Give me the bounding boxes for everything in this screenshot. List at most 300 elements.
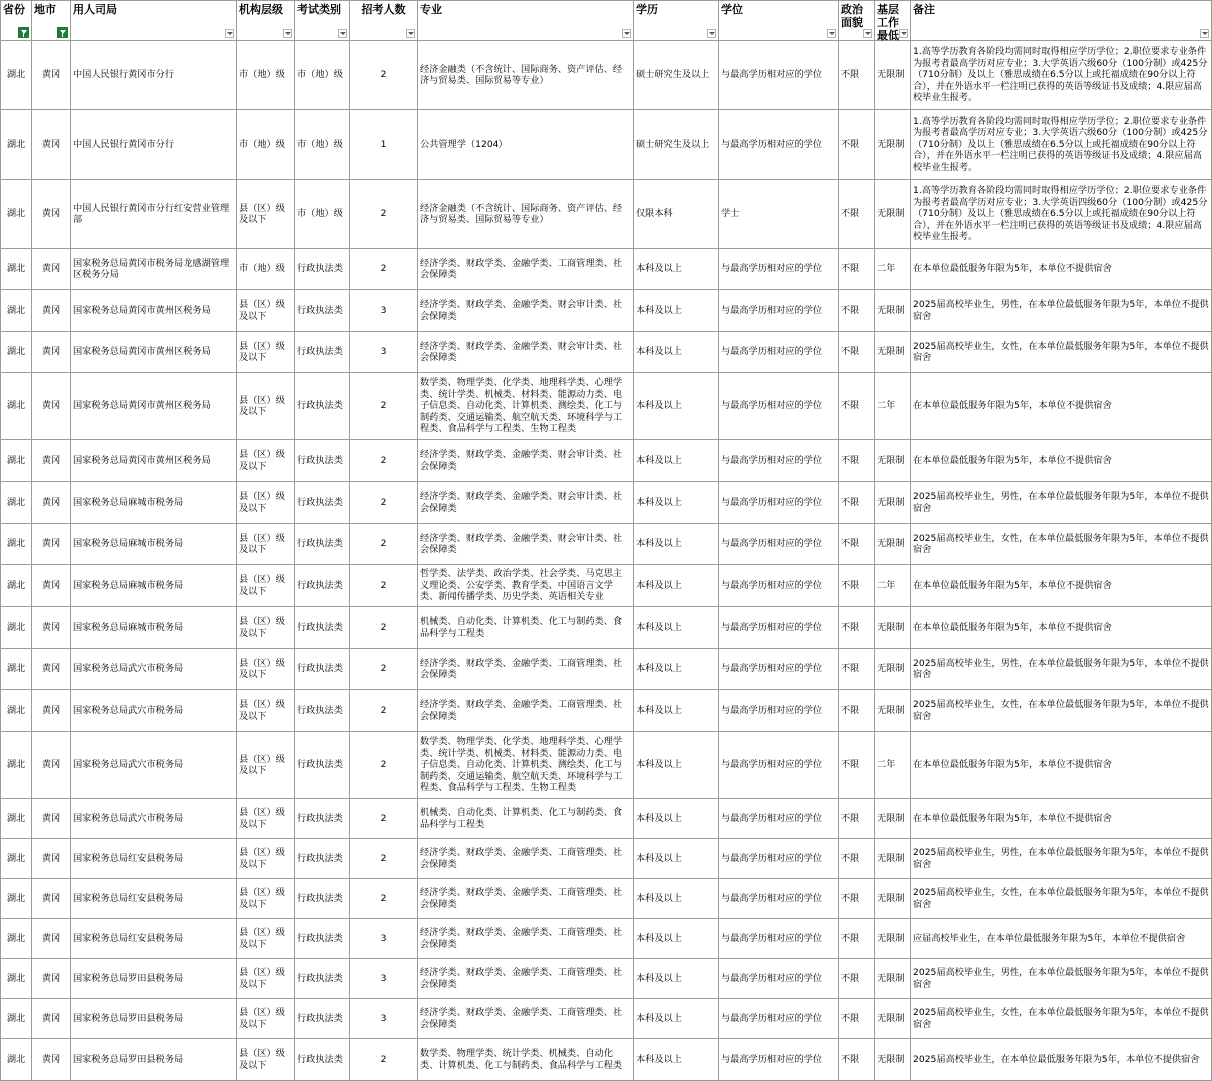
cell-city[interactable] — [32, 919, 71, 959]
cell-count[interactable] — [350, 839, 418, 879]
cell-degree[interactable] — [719, 839, 839, 879]
cell-major[interactable] — [418, 919, 634, 959]
cell-degree[interactable] — [719, 180, 839, 249]
cell-notes[interactable] — [911, 41, 1212, 110]
cell-notes[interactable] — [911, 180, 1212, 249]
cell-major-text: 经济学类、财政学类、金融学类、工商管理类、社会保障类 — [420, 967, 623, 990]
cell-province[interactable] — [1, 607, 32, 649]
header-province — [1, 1, 32, 41]
cell-exam-type[interactable] — [295, 180, 350, 249]
cell-grassroots[interactable] — [875, 565, 911, 607]
cell-province[interactable] — [1, 524, 32, 565]
cell-employer[interactable] — [71, 959, 237, 999]
cell-count[interactable] — [350, 732, 418, 799]
cell-city[interactable] — [32, 690, 71, 732]
cell-count[interactable] — [350, 999, 418, 1039]
cell-major[interactable] — [418, 373, 634, 440]
cell-level[interactable] — [237, 565, 295, 607]
cell-province[interactable] — [1, 482, 32, 524]
filter-dropdown-icon[interactable] — [406, 29, 415, 38]
cell-count[interactable] — [350, 690, 418, 732]
cell-city[interactable] — [32, 180, 71, 249]
cell-grassroots[interactable] — [875, 290, 911, 332]
cell-major[interactable] — [418, 249, 634, 290]
cell-degree[interactable] — [719, 482, 839, 524]
cell-education[interactable] — [634, 482, 719, 524]
cell-political[interactable] — [839, 249, 875, 290]
cell-major[interactable] — [418, 565, 634, 607]
cell-major[interactable] — [418, 732, 634, 799]
cell-political[interactable] — [839, 440, 875, 482]
cell-degree[interactable] — [719, 919, 839, 959]
cell-political[interactable] — [839, 919, 875, 959]
cell-education[interactable] — [634, 649, 719, 690]
cell-education[interactable] — [634, 690, 719, 732]
cell-province[interactable] — [1, 41, 32, 110]
cell-level[interactable] — [237, 839, 295, 879]
cell-city[interactable] — [32, 607, 71, 649]
cell-level-text: 县（区）级及以下 — [239, 1007, 285, 1030]
cell-employer[interactable] — [71, 290, 237, 332]
cell-education[interactable] — [634, 290, 719, 332]
cell-grassroots[interactable] — [875, 440, 911, 482]
table-row — [1, 919, 1212, 959]
cell-city[interactable] — [32, 524, 71, 565]
cell-major[interactable] — [418, 649, 634, 690]
cell-province[interactable] — [1, 799, 32, 839]
cell-grassroots[interactable] — [875, 373, 911, 440]
cell-exam-type[interactable] — [295, 565, 350, 607]
cell-grassroots-text: 无限制 — [877, 892, 905, 904]
cell-grassroots[interactable] — [875, 482, 911, 524]
cell-political[interactable] — [839, 839, 875, 879]
cell-education[interactable] — [634, 41, 719, 110]
cell-political[interactable] — [839, 482, 875, 524]
cell-political[interactable] — [839, 524, 875, 565]
cell-notes[interactable] — [911, 919, 1212, 959]
cell-notes[interactable] — [911, 249, 1212, 290]
cell-count[interactable] — [350, 249, 418, 290]
cell-major[interactable] — [418, 440, 634, 482]
cell-grassroots[interactable] — [875, 732, 911, 799]
cell-grassroots[interactable] — [875, 959, 911, 999]
cell-city[interactable] — [32, 373, 71, 440]
cell-employer[interactable] — [71, 249, 237, 290]
cell-major[interactable] — [418, 332, 634, 373]
cell-province-text: 湖北 — [6, 704, 26, 716]
cell-major[interactable] — [418, 110, 634, 180]
cell-grassroots[interactable] — [875, 690, 911, 732]
cell-province[interactable] — [1, 565, 32, 607]
cell-notes[interactable] — [911, 332, 1212, 373]
filter-active-icon[interactable] — [57, 27, 68, 38]
cell-degree[interactable] — [719, 732, 839, 799]
cell-education[interactable] — [634, 732, 719, 799]
cell-level-text: 县（区）级及以下 — [239, 532, 285, 555]
cell-city[interactable] — [32, 41, 71, 110]
cell-major[interactable] — [418, 1039, 634, 1081]
cell-exam-type[interactable] — [295, 799, 350, 839]
cell-notes[interactable] — [911, 607, 1212, 649]
cell-exam-type[interactable] — [295, 524, 350, 565]
cell-province[interactable] — [1, 959, 32, 999]
cell-grassroots-text: 无限制 — [877, 538, 905, 550]
cell-province[interactable] — [1, 999, 32, 1039]
cell-exam-type[interactable] — [295, 290, 350, 332]
cell-employer[interactable] — [71, 180, 237, 249]
cell-exam-type[interactable] — [295, 959, 350, 999]
cell-notes[interactable] — [911, 690, 1212, 732]
cell-count[interactable] — [350, 799, 418, 839]
cell-notes[interactable] — [911, 373, 1212, 440]
cell-province[interactable] — [1, 649, 32, 690]
cell-level[interactable] — [237, 180, 295, 249]
cell-city[interactable] — [32, 440, 71, 482]
cell-employer[interactable] — [71, 565, 237, 607]
cell-count-text: 2 — [380, 496, 387, 508]
cell-province[interactable] — [1, 249, 32, 290]
cell-political[interactable] — [839, 565, 875, 607]
cell-city[interactable] — [32, 110, 71, 180]
cell-city[interactable] — [32, 732, 71, 799]
cell-employer[interactable] — [71, 373, 237, 440]
cell-degree[interactable] — [719, 249, 839, 290]
cell-degree[interactable] — [719, 879, 839, 919]
cell-grassroots[interactable] — [875, 249, 911, 290]
cell-exam-type[interactable] — [295, 110, 350, 180]
cell-level[interactable] — [237, 999, 295, 1039]
cell-political[interactable] — [839, 332, 875, 373]
cell-exam-type[interactable] — [295, 482, 350, 524]
cell-notes[interactable] — [911, 482, 1212, 524]
cell-grassroots[interactable] — [875, 332, 911, 373]
cell-city-text: 黄冈 — [41, 852, 61, 864]
cell-count[interactable] — [350, 919, 418, 959]
cell-notes[interactable] — [911, 839, 1212, 879]
filter-dropdown-icon[interactable] — [622, 29, 631, 38]
cell-province[interactable] — [1, 732, 32, 799]
cell-city[interactable] — [32, 565, 71, 607]
cell-major[interactable] — [418, 879, 634, 919]
cell-count[interactable] — [350, 1039, 418, 1081]
filter-dropdown-icon[interactable] — [225, 29, 234, 38]
cell-count[interactable] — [350, 41, 418, 110]
cell-count[interactable] — [350, 565, 418, 607]
cell-level[interactable] — [237, 732, 295, 799]
cell-political[interactable] — [839, 180, 875, 249]
cell-count[interactable] — [350, 524, 418, 565]
cell-employer[interactable] — [71, 110, 237, 180]
cell-notes[interactable] — [911, 999, 1212, 1039]
cell-degree[interactable] — [719, 565, 839, 607]
cell-grassroots-text: 无限制 — [877, 454, 905, 466]
cell-exam-type[interactable] — [295, 919, 350, 959]
cell-degree[interactable] — [719, 959, 839, 999]
cell-political[interactable] — [839, 732, 875, 799]
cell-level[interactable] — [237, 290, 295, 332]
cell-degree[interactable] — [719, 332, 839, 373]
cell-exam-type[interactable] — [295, 732, 350, 799]
cell-notes[interactable] — [911, 565, 1212, 607]
cell-count[interactable] — [350, 649, 418, 690]
cell-city[interactable] — [32, 649, 71, 690]
cell-political[interactable] — [839, 959, 875, 999]
cell-exam-type[interactable] — [295, 649, 350, 690]
cell-level[interactable] — [237, 649, 295, 690]
cell-level[interactable] — [237, 332, 295, 373]
cell-level[interactable] — [237, 607, 295, 649]
cell-degree[interactable] — [719, 110, 839, 180]
cell-grassroots[interactable] — [875, 999, 911, 1039]
cell-grassroots[interactable] — [875, 799, 911, 839]
cell-education[interactable] — [634, 879, 719, 919]
cell-education[interactable] — [634, 799, 719, 839]
cell-city[interactable] — [32, 1039, 71, 1081]
cell-exam-type[interactable] — [295, 332, 350, 373]
cell-political-text: 不限 — [841, 812, 860, 824]
cell-notes[interactable] — [911, 290, 1212, 332]
cell-degree[interactable] — [719, 440, 839, 482]
cell-employer[interactable] — [71, 524, 237, 565]
cell-education[interactable] — [634, 249, 719, 290]
cell-employer[interactable] — [71, 41, 237, 110]
cell-major[interactable] — [418, 290, 634, 332]
cell-degree[interactable] — [719, 607, 839, 649]
cell-notes[interactable] — [911, 959, 1212, 999]
cell-education[interactable] — [634, 524, 719, 565]
cell-count[interactable] — [350, 332, 418, 373]
cell-employer[interactable] — [71, 839, 237, 879]
cell-employer[interactable] — [71, 607, 237, 649]
cell-degree[interactable] — [719, 799, 839, 839]
cell-degree[interactable] — [719, 690, 839, 732]
cell-city[interactable] — [32, 249, 71, 290]
cell-political[interactable] — [839, 373, 875, 440]
cell-exam-type[interactable] — [295, 607, 350, 649]
cell-exam-type[interactable] — [295, 373, 350, 440]
cell-province[interactable] — [1, 332, 32, 373]
cell-province[interactable] — [1, 919, 32, 959]
filter-dropdown-icon[interactable] — [827, 29, 836, 38]
cell-grassroots[interactable] — [875, 1039, 911, 1081]
cell-level[interactable] — [237, 249, 295, 290]
cell-city[interactable] — [32, 839, 71, 879]
cell-level[interactable] — [237, 919, 295, 959]
cell-grassroots[interactable] — [875, 110, 911, 180]
cell-level[interactable] — [237, 110, 295, 180]
cell-count[interactable] — [350, 482, 418, 524]
cell-employer[interactable] — [71, 919, 237, 959]
cell-level[interactable] — [237, 690, 295, 732]
cell-major[interactable] — [418, 607, 634, 649]
cell-employer[interactable] — [71, 999, 237, 1039]
cell-count[interactable] — [350, 440, 418, 482]
cell-exam-type[interactable] — [295, 839, 350, 879]
filter-dropdown-icon[interactable] — [338, 29, 347, 38]
table-row — [1, 999, 1212, 1039]
cell-degree[interactable] — [719, 41, 839, 110]
cell-political[interactable] — [839, 999, 875, 1039]
cell-notes[interactable] — [911, 732, 1212, 799]
cell-political[interactable] — [839, 607, 875, 649]
cell-city[interactable] — [32, 799, 71, 839]
cell-level[interactable] — [237, 373, 295, 440]
cell-political[interactable] — [839, 110, 875, 180]
cell-level[interactable] — [237, 482, 295, 524]
cell-notes[interactable] — [911, 879, 1212, 919]
cell-exam-type[interactable] — [295, 440, 350, 482]
cell-major[interactable] — [418, 180, 634, 249]
cell-grassroots[interactable] — [875, 607, 911, 649]
cell-political[interactable] — [839, 649, 875, 690]
cell-major[interactable] — [418, 690, 634, 732]
cell-political[interactable] — [839, 41, 875, 110]
cell-notes[interactable] — [911, 799, 1212, 839]
cell-employer[interactable] — [71, 799, 237, 839]
cell-notes[interactable] — [911, 110, 1212, 180]
cell-employer[interactable] — [71, 879, 237, 919]
cell-degree[interactable] — [719, 649, 839, 690]
cell-city[interactable] — [32, 999, 71, 1039]
cell-major[interactable] — [418, 524, 634, 565]
cell-province[interactable] — [1, 1039, 32, 1081]
cell-grassroots[interactable] — [875, 879, 911, 919]
filter-dropdown-icon[interactable] — [1200, 29, 1209, 38]
cell-degree[interactable] — [719, 373, 839, 440]
cell-grassroots-text: 无限制 — [877, 663, 905, 675]
cell-exam-type[interactable] — [295, 249, 350, 290]
cell-education[interactable] — [634, 999, 719, 1039]
cell-notes[interactable] — [911, 440, 1212, 482]
cell-education[interactable] — [634, 607, 719, 649]
cell-degree[interactable] — [719, 1039, 839, 1081]
cell-education[interactable] — [634, 919, 719, 959]
cell-employer-text: 国家税务总局麻城市税务局 — [73, 538, 184, 550]
cell-level[interactable] — [237, 1039, 295, 1081]
cell-level[interactable] — [237, 41, 295, 110]
cell-education[interactable] — [634, 565, 719, 607]
cell-province[interactable] — [1, 180, 32, 249]
cell-employer[interactable] — [71, 732, 237, 799]
cell-major[interactable] — [418, 839, 634, 879]
cell-employer[interactable] — [71, 332, 237, 373]
cell-employer[interactable] — [71, 1039, 237, 1081]
cell-level[interactable] — [237, 959, 295, 999]
cell-major[interactable] — [418, 482, 634, 524]
cell-level-text: 县（区）级及以下 — [239, 616, 285, 639]
cell-exam-type[interactable] — [295, 690, 350, 732]
cell-education[interactable] — [634, 332, 719, 373]
cell-political[interactable] — [839, 879, 875, 919]
cell-employer[interactable] — [71, 482, 237, 524]
cell-city[interactable] — [32, 482, 71, 524]
cell-grassroots[interactable] — [875, 41, 911, 110]
cell-grassroots[interactable] — [875, 839, 911, 879]
cell-province[interactable] — [1, 290, 32, 332]
cell-exam-type[interactable] — [295, 1039, 350, 1081]
cell-level[interactable] — [237, 524, 295, 565]
cell-province[interactable] — [1, 373, 32, 440]
cell-level[interactable] — [237, 440, 295, 482]
cell-political[interactable] — [839, 799, 875, 839]
cell-education[interactable] — [634, 959, 719, 999]
table-row — [1, 732, 1212, 799]
cell-major-text: 经济学类、财政学类、金融学类、工商管理类、社会保障类 — [420, 1007, 623, 1030]
cell-employer[interactable] — [71, 690, 237, 732]
table-row — [1, 524, 1212, 565]
cell-province[interactable] — [1, 690, 32, 732]
cell-employer[interactable] — [71, 440, 237, 482]
cell-notes[interactable] — [911, 524, 1212, 565]
cell-degree-text: 与最高学历相对应的学位 — [721, 663, 823, 675]
cell-degree[interactable] — [719, 999, 839, 1039]
cell-grassroots[interactable] — [875, 919, 911, 959]
filter-dropdown-icon[interactable] — [707, 29, 716, 38]
cell-notes[interactable] — [911, 649, 1212, 690]
cell-province[interactable] — [1, 110, 32, 180]
cell-political[interactable] — [839, 690, 875, 732]
cell-exam-type[interactable] — [295, 41, 350, 110]
cell-level[interactable] — [237, 799, 295, 839]
cell-notes[interactable] — [911, 1039, 1212, 1081]
cell-political[interactable] — [839, 1039, 875, 1081]
cell-count[interactable] — [350, 959, 418, 999]
cell-city[interactable] — [32, 290, 71, 332]
filter-dropdown-icon[interactable] — [283, 29, 292, 38]
cell-count[interactable] — [350, 373, 418, 440]
cell-grassroots[interactable] — [875, 524, 911, 565]
cell-major[interactable] — [418, 959, 634, 999]
cell-grassroots[interactable] — [875, 649, 911, 690]
cell-province[interactable] — [1, 440, 32, 482]
cell-city[interactable] — [32, 879, 71, 919]
cell-province[interactable] — [1, 839, 32, 879]
cell-exam-type[interactable] — [295, 999, 350, 1039]
cell-count[interactable] — [350, 879, 418, 919]
cell-level-text: 市（地）级 — [239, 263, 285, 275]
cell-province[interactable] — [1, 879, 32, 919]
cell-level[interactable] — [237, 879, 295, 919]
cell-grassroots[interactable] — [875, 180, 911, 249]
cell-degree[interactable] — [719, 524, 839, 565]
cell-major[interactable] — [418, 999, 634, 1039]
cell-education[interactable] — [634, 110, 719, 180]
cell-city[interactable] — [32, 332, 71, 373]
cell-count[interactable] — [350, 607, 418, 649]
cell-exam-type[interactable] — [295, 879, 350, 919]
cell-employer[interactable] — [71, 649, 237, 690]
cell-education[interactable] — [634, 180, 719, 249]
filter-dropdown-icon[interactable] — [863, 29, 872, 38]
cell-major[interactable] — [418, 41, 634, 110]
cell-education[interactable] — [634, 1039, 719, 1081]
cell-political[interactable] — [839, 290, 875, 332]
cell-city[interactable] — [32, 959, 71, 999]
cell-education[interactable] — [634, 839, 719, 879]
cell-count[interactable] — [350, 180, 418, 249]
cell-count[interactable] — [350, 110, 418, 180]
header-count — [350, 1, 418, 41]
cell-major[interactable] — [418, 799, 634, 839]
cell-education[interactable] — [634, 440, 719, 482]
cell-education[interactable] — [634, 373, 719, 440]
cell-degree[interactable] — [719, 290, 839, 332]
filter-active-icon[interactable] — [18, 27, 29, 38]
cell-count[interactable] — [350, 290, 418, 332]
filter-dropdown-icon[interactable] — [899, 29, 908, 38]
cell-level-text: 市（地）级 — [239, 69, 285, 81]
cell-notes-text: 2025届高校毕业生，男性，在本单位最低服务年限为5年，本单位不提供宿舍 — [913, 967, 1209, 990]
